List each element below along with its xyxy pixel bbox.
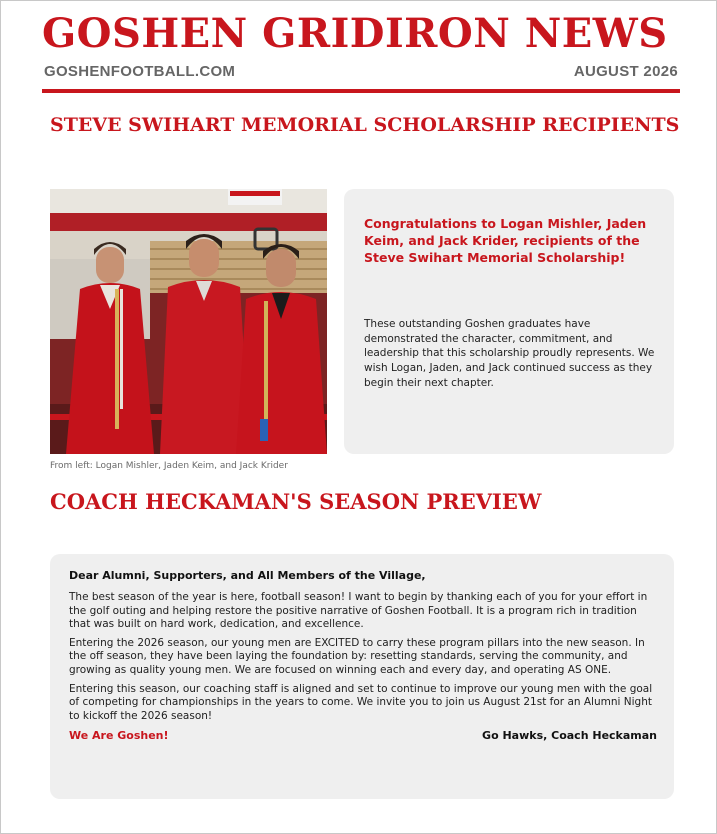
letter-greeting: Dear Alumni, Supporters, and All Members of the Village, (69, 569, 426, 582)
scholarship-congrats: Congratulations to Logan Mishler, Jaden Keim, and Jack Krider, recipients of the Steve Swihart Memorial Scholarship! (364, 216, 647, 265)
letter-paragraph: The best season of the year is here, football season! I want to begin by thanking each of you for your effort in the golf outing and helping restore the positive narrative of Goshen Football. It is a program rich in tradition that was built on hard work, dedication, and excellence. (69, 591, 648, 630)
issue-date: AUGUST 2026 (573, 63, 678, 80)
coach-letter (69, 569, 657, 742)
season-preview-heading: COACH HECKAMAN'S SEASON PREVIEW (50, 489, 542, 514)
season-preview-card (50, 554, 674, 799)
recipients-photo (50, 189, 327, 454)
letter-paragraph: Entering this season, our coaching staff is aligned and set to continue to improve our young men with the goal of competing for championships in the years to come. We invite you to join us August 21st for an Alumni Night to kickoff the 2026 season! (69, 683, 653, 722)
we-are-goshen-tagline: We Are Goshen! (69, 728, 169, 742)
website-label: GOSHENFOOTBALL.COM (44, 63, 236, 80)
coach-signature: Go Hawks, Coach Heckaman (482, 728, 657, 742)
letter-signoff (69, 729, 657, 742)
scholarship-body: These outstanding Goshen graduates have demonstrated the character, commitment, and leadership that this scholarship proudly represents. We wish Logan, Jaden, and Jack continued success as they begin their next chapter. (364, 318, 655, 389)
newsletter-title: GOSHEN GRIDIRON NEWS (42, 10, 668, 57)
masthead-divider (42, 89, 680, 93)
letter-paragraph: Entering the 2026 season, our young men are EXCITED to carry these program pillars into the new season. In the off season, they have been laying the foundation by: resetting standards, serving the community, and growing as quality young men. We are focused on winning each and every day, and operating AS ONE. (69, 637, 645, 676)
photo-caption: From left: Logan Mishler, Jaden Keim, and Jack Krider (50, 461, 288, 471)
scholarship-card (344, 189, 674, 454)
scholarship-heading: STEVE SWIHART MEMORIAL SCHOLARSHIP RECIPIENTS (50, 114, 680, 136)
